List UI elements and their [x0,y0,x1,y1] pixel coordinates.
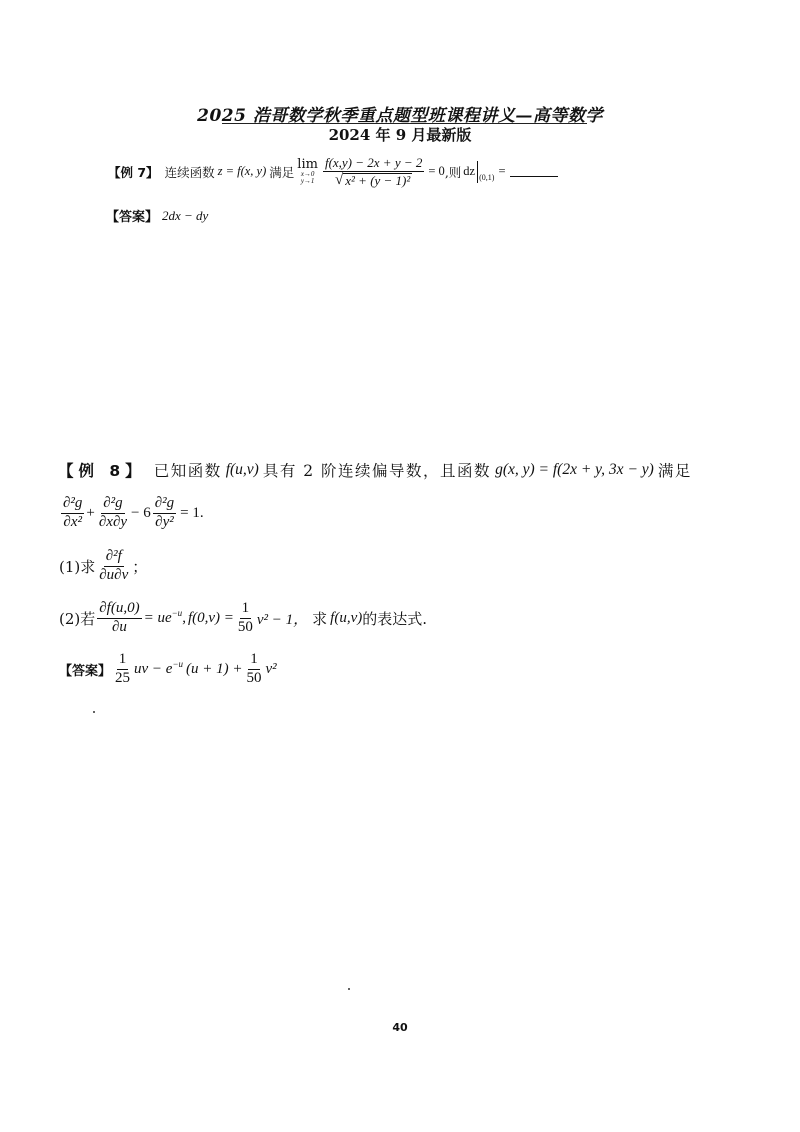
answer8-frac-1 [113,652,132,687]
equals-zero: = 0 [428,164,445,179]
limit-sub-x: x→0 [300,169,315,178]
limit-word: lim [297,156,318,172]
sqrt-body: x² + (y − 1)² [345,173,411,188]
question-1-end: ； [132,557,148,576]
pde-term-2-den: ∂x∂y [98,513,128,530]
question-1-label: (1)求 [59,557,96,576]
question-2-tail: v² − 1， [256,611,309,628]
pde-term-2 [97,496,129,531]
pde-term-1-num: ∂²g [61,496,84,514]
answer8-line [59,652,277,687]
f-uv: f(u,v) [225,461,259,478]
answer8-frac-2-num: 1 [248,652,260,670]
pde-line [59,496,204,531]
answer8-paren: (u + 1) + [186,660,243,677]
question-2-num: ∂f(u,0) [97,601,141,619]
question-2-label: (2)若 [59,609,96,628]
example7-satisfy: 满足 [269,164,295,180]
answer8-frac-1-num: 1 [117,652,129,670]
scan-speck [348,988,350,990]
pde-term-2-num: ∂²g [101,496,124,514]
limit-sub-y: y→1 [300,177,315,186]
question-1-num: ∂²f [104,549,124,567]
sqrt-expression [335,173,412,188]
answer8-exp: −u [172,659,184,670]
then-word: ,则 [444,164,462,180]
limit-denominator [333,172,414,188]
dz-symbol: dz [463,164,476,179]
pde-term-1 [61,496,84,531]
scan-speck [93,711,95,713]
example8-tag: 【例 8】 [58,462,146,480]
question-2-f0v: f(0,v) = [187,609,234,626]
limit-operator [297,158,318,186]
page-number: 40 [392,1021,408,1034]
answer8-mid: uv − e [134,660,173,677]
evaluation-bar [477,161,478,183]
question-2-frac [236,601,255,636]
question-2-derivative [97,601,141,636]
question-1-derivative [97,549,130,584]
pde-term-3-den: ∂y² [155,513,174,530]
example8-line1 [58,459,692,481]
example8-satisfy: 满足 [657,462,692,480]
question-1 [59,549,147,584]
equals-sign: = [498,164,506,179]
g-definition: g(x, y) = f(2x + y, 3x − y) [495,461,654,478]
question-1-den: ∂u∂v [99,566,129,583]
question-2-fuv: f(u,v) [330,609,363,626]
answer8-tail: v² [265,660,277,677]
question-2-frac-num: 1 [240,601,252,619]
pde-rhs: = 1. [180,504,204,521]
pde-term-3 [153,496,176,531]
answer8-frac-1-den: 25 [115,669,131,686]
answer8-frac-2-den: 50 [246,669,262,686]
answer7-value: 2dx − dy [162,207,209,223]
question-2-eq1: = ue [143,609,172,626]
question-2-exp: −u [171,608,183,619]
answer7-tag: 【答案】 [106,210,159,225]
example8-intro: 已知函数 [153,462,222,480]
header-title: 2025 浩哥数学秋季重点题型班课程讲义—高等数学 [197,106,603,126]
question-2 [59,601,427,636]
answer-blank [510,175,558,177]
question-2-sep: , [182,609,186,626]
answer8-frac-2 [245,652,264,687]
pde-minus-6: − 6 [131,504,151,521]
example8-intro-2: 具有 2 阶连续偏导数，且函数 [262,462,492,480]
limit-numerator: f(x,y) − 2x + y − 2 [324,155,423,170]
example7-func: z = f(x, y) [217,164,267,179]
question-2-frac-den: 50 [237,618,253,635]
limit-fraction [323,156,424,188]
pde-term-3-num: ∂²g [153,496,176,514]
question-2-den: ∂u [111,618,127,635]
question-2-ask: 求 [312,609,328,628]
answer7-line [106,206,208,225]
pde-plus: + [86,504,95,521]
pde-term-1-den: ∂x² [63,513,82,530]
example7-line [108,156,558,188]
sqrt-sign: √ [335,171,344,188]
example7-lead: 连续函数 [164,164,215,180]
header-subtitle: 2024 年 9 月最新版 [328,126,472,144]
example7-tag: 【例 7】 [108,164,159,180]
answer8-tag: 【答案】 [59,663,112,679]
question-2-end: 的表达式. [362,609,428,628]
evaluation-point: (0,1) [479,173,495,183]
